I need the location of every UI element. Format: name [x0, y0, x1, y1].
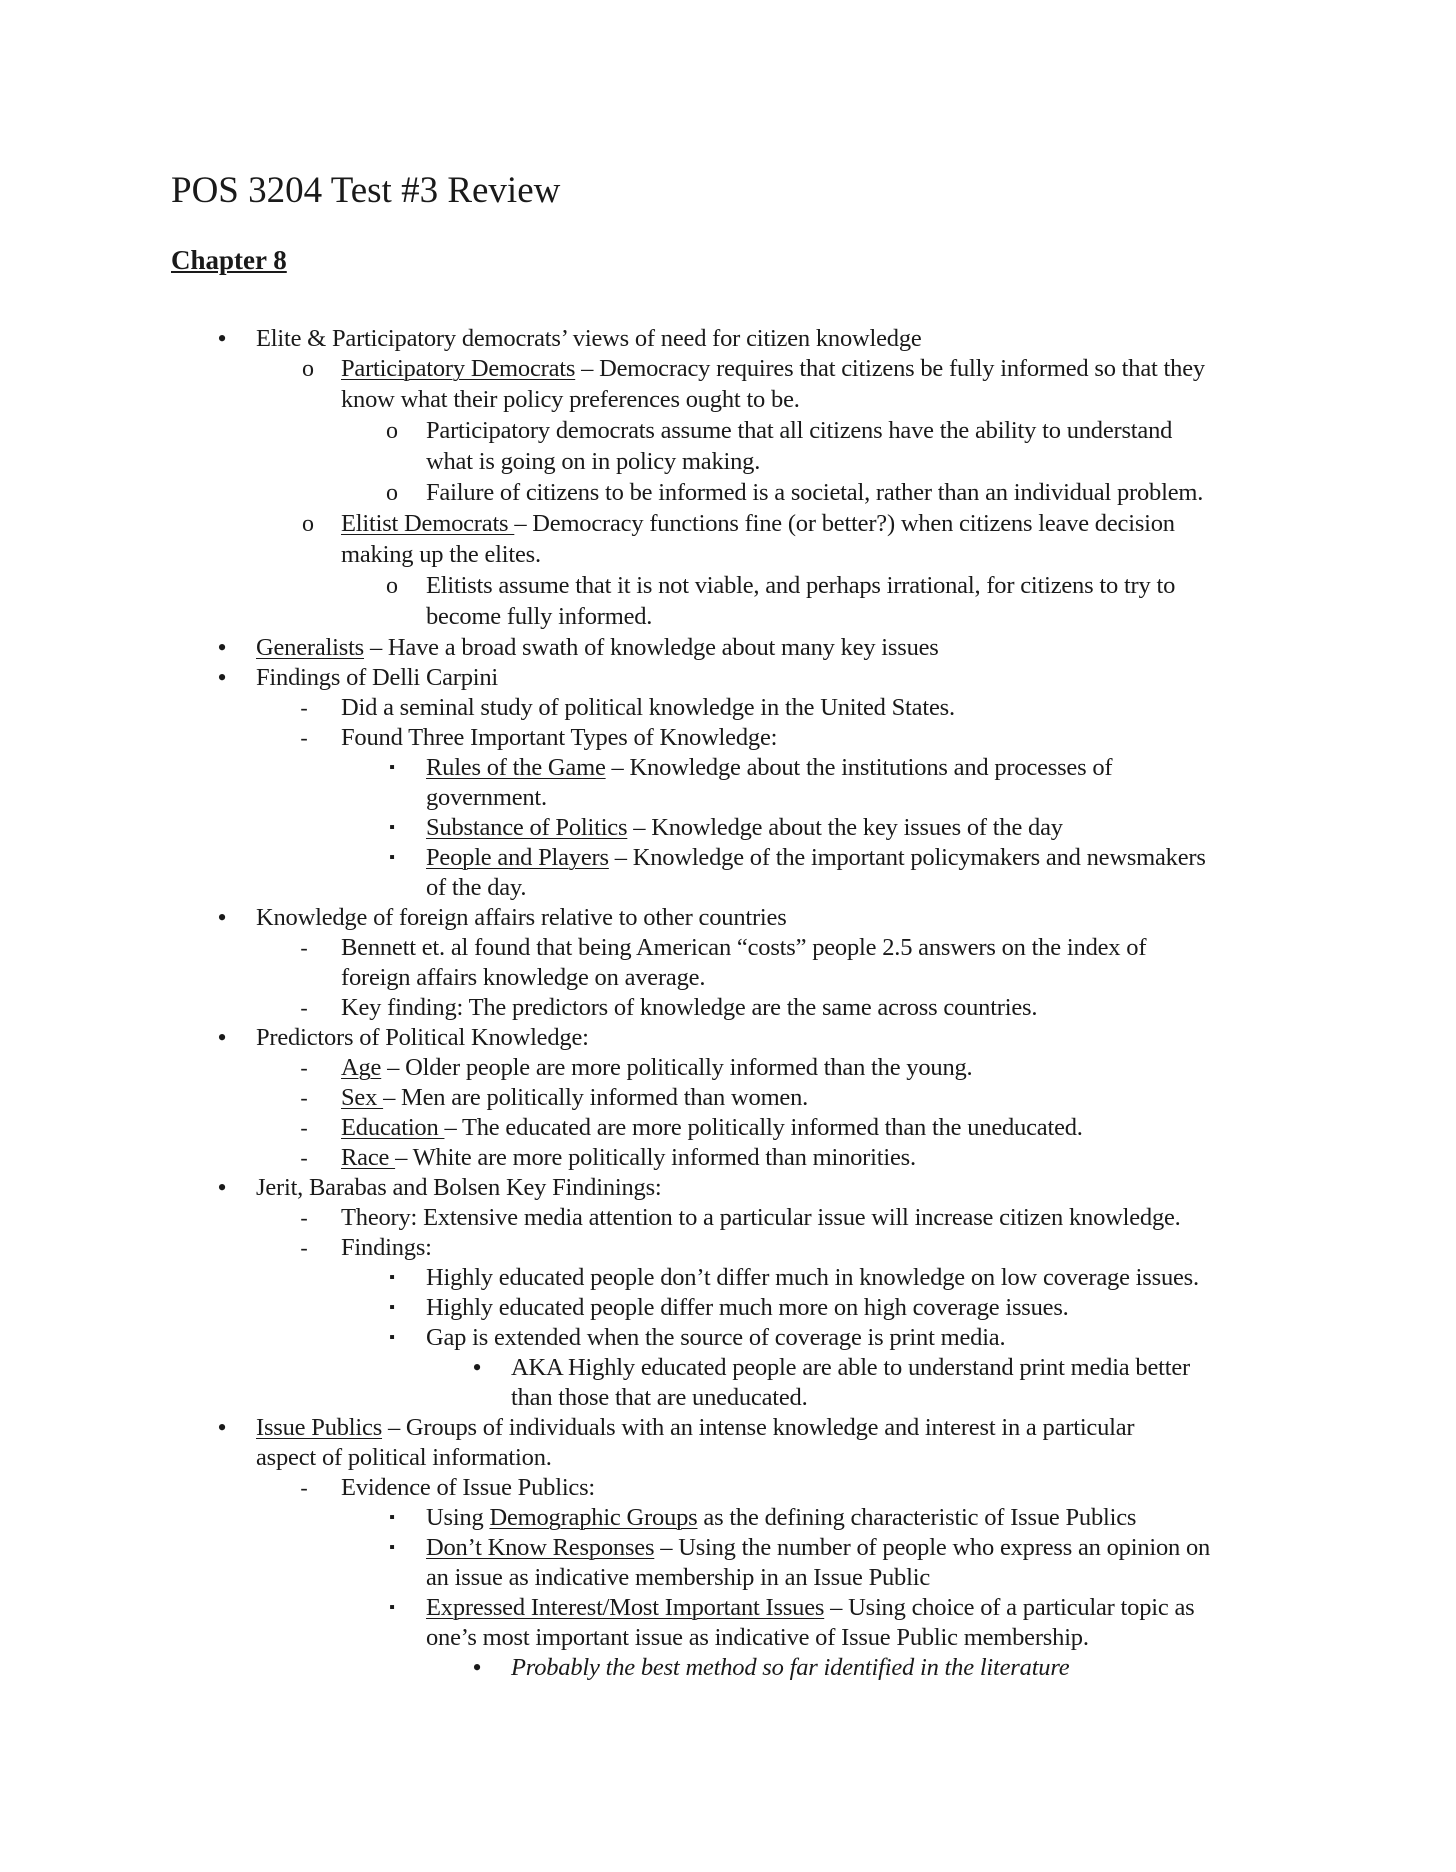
bullet-icon: • [217, 1173, 227, 1202]
outline-line [256, 1413, 1134, 1443]
line-text: – Have a broad swath of knowledge about many key issues [364, 634, 939, 661]
dash-bullet-icon: - [300, 1055, 308, 1080]
line-text: government. [426, 784, 547, 811]
outline-line [426, 843, 1206, 873]
underlined-term: Issue Publics [256, 1414, 383, 1441]
line-text: know what their policy preferences ought to be. [341, 386, 800, 413]
outline-line [426, 873, 526, 903]
square-bullet-icon: ▪ [389, 1599, 395, 1616]
line-text: Theory: Extensive media attention to a particular issue will increase citizen knowledge. [341, 1204, 1181, 1231]
line-text: Jerit, Barabas and Bolsen Key Findinings: [256, 1174, 662, 1201]
underlined-term: Age [341, 1054, 382, 1081]
underlined-term: Sex [341, 1084, 384, 1111]
outline-line [341, 1053, 973, 1083]
line-text: Key finding: The predictors of knowledge are the same across countries. [341, 994, 1038, 1021]
line-text: – Using choice of a particular topic as [824, 1594, 1195, 1621]
outline-line [341, 693, 955, 723]
square-bullet-icon: ▪ [389, 1539, 395, 1556]
outline-line [511, 1383, 808, 1413]
line-text: Probably the best method so far identified in the literature [511, 1654, 1070, 1681]
outline-line [426, 1593, 1194, 1623]
line-text: – White are more politically informed than minorities. [395, 1144, 916, 1171]
outline-line [341, 933, 1146, 963]
line-text: an issue as indicative membership in an Issue Public [426, 1564, 930, 1591]
line-text: Elitists assume that it is not viable, and perhaps irrational, for citizens to try to [426, 572, 1176, 599]
outline-line [426, 478, 1203, 508]
line-text: Bennett et. al found that being American “costs” people 2.5 answers on the index of [341, 934, 1147, 961]
outline-line [426, 1293, 1069, 1323]
outline-line [341, 354, 1205, 384]
outline-line [426, 753, 1112, 783]
underlined-term: Substance of Politics [426, 814, 628, 841]
square-bullet-icon: ▪ [389, 1509, 395, 1526]
outline-line [341, 1113, 1083, 1143]
bullet-icon: • [217, 663, 227, 692]
line-text: Knowledge of foreign affairs relative to other countries [256, 904, 787, 931]
circle-bullet-icon: o [386, 418, 398, 444]
line-text: – Men are politically informed than women. [383, 1084, 809, 1111]
square-bullet-icon: ▪ [389, 1329, 395, 1346]
line-text: – Knowledge about the institutions and processes of [605, 754, 1113, 781]
outline-line [426, 447, 760, 477]
bullet-icon: • [217, 903, 227, 932]
underlined-term: Education [341, 1114, 445, 1141]
outline-line [256, 1173, 662, 1203]
circle-bullet-icon: o [386, 480, 398, 506]
line-text: – The educated are more politically informed than the uneducated. [444, 1114, 1083, 1141]
outline-line [426, 416, 1172, 446]
line-text: Participatory democrats assume that all citizens have the ability to understand [426, 417, 1173, 444]
outline-line [256, 903, 787, 933]
circle-bullet-icon: o [386, 573, 398, 599]
line-text: – Knowledge about the key issues of the day [627, 814, 1063, 841]
line-text: – Groups of individuals with an intense knowledge and interest in a particular [382, 1414, 1135, 1441]
underlined-term: Elitist Democrats [341, 510, 515, 537]
square-bullet-icon: ▪ [389, 849, 395, 866]
dash-bullet-icon: - [300, 1145, 308, 1170]
underlined-term: Expressed Interest/Most Important Issues [426, 1594, 825, 1621]
line-text: – Older people are more politically informed than the young. [381, 1054, 973, 1081]
outline-line [341, 540, 541, 570]
outline-line [341, 1203, 1181, 1233]
outline-line [426, 1563, 930, 1593]
line-text: foreign affairs knowledge on average. [341, 964, 706, 991]
bullet-icon: • [217, 633, 227, 662]
line-text: Elite & Participatory democrats’ views of need for citizen knowledge [256, 325, 922, 352]
outline-line [426, 1263, 1199, 1293]
dash-bullet-icon: - [300, 725, 308, 750]
underlined-term: Rules of the Game [426, 754, 606, 781]
line-text: – Democracy requires that citizens be fully informed so that they [575, 355, 1205, 382]
outline-line [341, 1233, 432, 1263]
square-bullet-icon: ▪ [389, 1299, 395, 1316]
outline-line [426, 813, 1063, 843]
line-text: aspect of political information. [256, 1444, 552, 1471]
dash-bullet-icon: - [300, 1235, 308, 1260]
line-text: Findings of Delli Carpini [256, 664, 499, 691]
outline-line [341, 385, 800, 415]
outline-line [256, 663, 498, 693]
line-text: of the day. [426, 874, 527, 901]
line-text: Found Three Important Types of Knowledge: [341, 724, 778, 751]
bullet-icon: • [217, 1023, 227, 1052]
outline-line [256, 1023, 589, 1053]
dash-bullet-icon: - [300, 1085, 308, 1110]
underlined-term: Demographic Groups [489, 1504, 698, 1531]
dash-bullet-icon: - [300, 1115, 308, 1140]
underlined-term: Don’t Know Responses [426, 1534, 655, 1561]
line-text: Did a seminal study of political knowledge in the United States. [341, 694, 955, 721]
line-text: Gap is extended when the source of coverage is print media. [426, 1324, 1006, 1351]
outline-line [426, 1323, 1005, 1353]
chapter-heading: Chapter 8 [171, 245, 287, 275]
underlined-term: Race [341, 1144, 396, 1171]
line-text: become fully informed. [426, 603, 653, 630]
square-bullet-icon: ▪ [389, 1269, 395, 1286]
line-text: Failure of citizens to be informed is a societal, rather than an individual problem. [426, 479, 1204, 506]
dash-bullet-icon: - [300, 995, 308, 1020]
outline-line [256, 324, 922, 354]
outline-line [256, 1443, 552, 1473]
line-text: Findings: [341, 1234, 432, 1261]
underlined-term: Participatory Democrats [341, 355, 576, 382]
outline-line [511, 1653, 1069, 1683]
circle-bullet-icon: o [302, 356, 314, 382]
outline-line [341, 963, 705, 993]
line-text: as the defining characteristic of Issue Publics [697, 1504, 1137, 1531]
bullet-icon: • [217, 1413, 227, 1442]
underlined-term: People and Players [426, 844, 609, 871]
outline-line [341, 723, 777, 753]
line-text: Predictors of Political Knowledge: [256, 1024, 589, 1051]
outline-line [426, 602, 652, 632]
bullet-icon: • [472, 1353, 482, 1382]
line-text: AKA Highly educated people are able to understand print media better [511, 1354, 1190, 1381]
line-text: what is going on in policy making. [426, 448, 761, 475]
circle-bullet-icon: o [302, 511, 314, 537]
outline-line [341, 1473, 595, 1503]
line-text: one’s most important issue as indicative of Issue Public membership. [426, 1624, 1089, 1651]
dash-bullet-icon: - [300, 1475, 308, 1500]
line-text: Highly educated people differ much more on high coverage issues. [426, 1294, 1069, 1321]
outline-line [341, 509, 1175, 539]
outline-line [341, 993, 1037, 1023]
outline-line [426, 1533, 1210, 1563]
square-bullet-icon: ▪ [389, 759, 395, 776]
bullet-icon: • [217, 324, 227, 353]
line-text: – Democracy functions fine (or better?) when citizens leave decision [514, 510, 1175, 537]
line-text: Highly educated people don’t differ much in knowledge on low coverage issues. [426, 1264, 1199, 1291]
line-text: than those that are uneducated. [511, 1384, 808, 1411]
dash-bullet-icon: - [300, 695, 308, 720]
square-bullet-icon: ▪ [389, 819, 395, 836]
outline-line [426, 1503, 1136, 1533]
outline-line [426, 571, 1175, 601]
line-text: Evidence of Issue Publics: [341, 1474, 596, 1501]
outline-line [426, 783, 547, 813]
line-text: making up the elites. [341, 541, 541, 568]
outline-line [256, 633, 939, 663]
outline-line [341, 1083, 808, 1113]
line-text: Using [426, 1504, 490, 1531]
dash-bullet-icon: - [300, 1205, 308, 1230]
outline-line [341, 1143, 916, 1173]
underlined-term: Generalists [256, 634, 365, 661]
outline-line [511, 1353, 1190, 1383]
outline-line [426, 1623, 1089, 1653]
document-title: POS 3204 Test #3 Review [171, 170, 561, 211]
dash-bullet-icon: - [300, 935, 308, 960]
bullet-icon: • [472, 1653, 482, 1682]
line-text: – Using the number of people who express an opinion on [654, 1534, 1211, 1561]
line-text: – Knowledge of the important policymakers and newsmakers [608, 844, 1206, 871]
